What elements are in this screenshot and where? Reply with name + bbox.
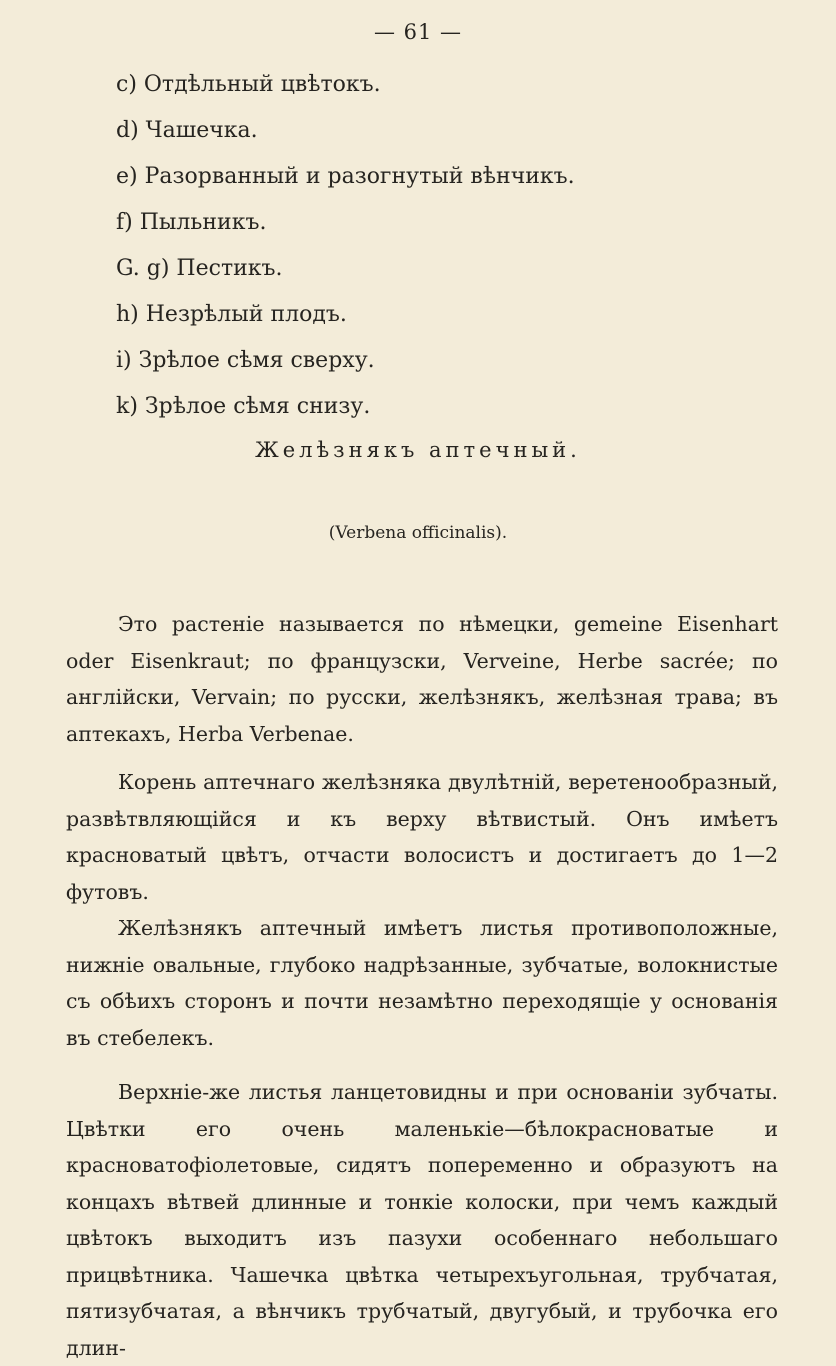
figure-legend	[116, 70, 575, 438]
page-number: — 61 —	[373, 20, 463, 44]
paragraph: Это растенiе называется по нѣмецки, gemeine Eisenhart oder Eisenkraut; по французски, Verveine, Herbe sacrée; по англiйски, Vervain; по русски, желѣзнякъ, желѣзная трава; въ аптекахъ, Herba Verbenae.	[66, 612, 778, 746]
legend-item: f) Пыльникъ.	[116, 210, 267, 235]
legend-item: i) Зрѣлое сѣмя сверху.	[116, 348, 375, 373]
latin-name: (Verbena officinalis).	[328, 523, 508, 543]
paragraph: Желѣзнякъ аптечный имѣетъ листья противоположные, нижнiе овальные, глубоко надрѣзанные, зубчатые, волокнистые съ обѣихъ сторонъ и почти незамѣтно переходящiе у основанiя въ стебелекъ.	[66, 916, 778, 1050]
paragraph: Верхнiе-же листья ланцетовидны и при основанiи зубчаты. Цвѣтки его очень маленькiе—бѣлокрасноватые и красноватофiолетовые, сидятъ попеременно и образуютъ на концахъ вѣтвей длинные и тонкiе колоски, при чемъ каждый цвѣтокъ выходитъ изъ пазухи особеннаго небольшаго прицвѣтника. Чашечка цвѣтка четырехъугольная, трубчатая, пятизубчатая, а вѣнчикъ трубчатый, двугубый, и трубочка его длин-	[66, 1080, 778, 1360]
body-text-block-1	[66, 606, 778, 752]
legend-item: d) Чашечка.	[116, 118, 258, 143]
legend-item: G. g) Пестикъ.	[116, 256, 283, 281]
paragraph: Корень аптечнаго желѣзняка двулѣтнiй, веретенообразный, развѣтвляющiйся и къ верху вѣтвистый. Онъ имѣетъ красноватый цвѣтъ, отчасти волосистъ и достигаетъ до 1—2 футовъ.	[66, 770, 778, 904]
legend-item: c) Отдѣльный цвѣтокъ.	[116, 72, 381, 97]
body-text-block-2	[66, 764, 778, 1366]
legend-item: h) Незрѣлый плодъ.	[116, 302, 347, 327]
legend-item: e) Разорванный и разогнутый вѣнчикъ.	[116, 164, 575, 189]
legend-item: k) Зрѣлое сѣмя снизу.	[116, 394, 371, 419]
section-title: Желѣзнякъ аптечный.	[255, 438, 581, 462]
